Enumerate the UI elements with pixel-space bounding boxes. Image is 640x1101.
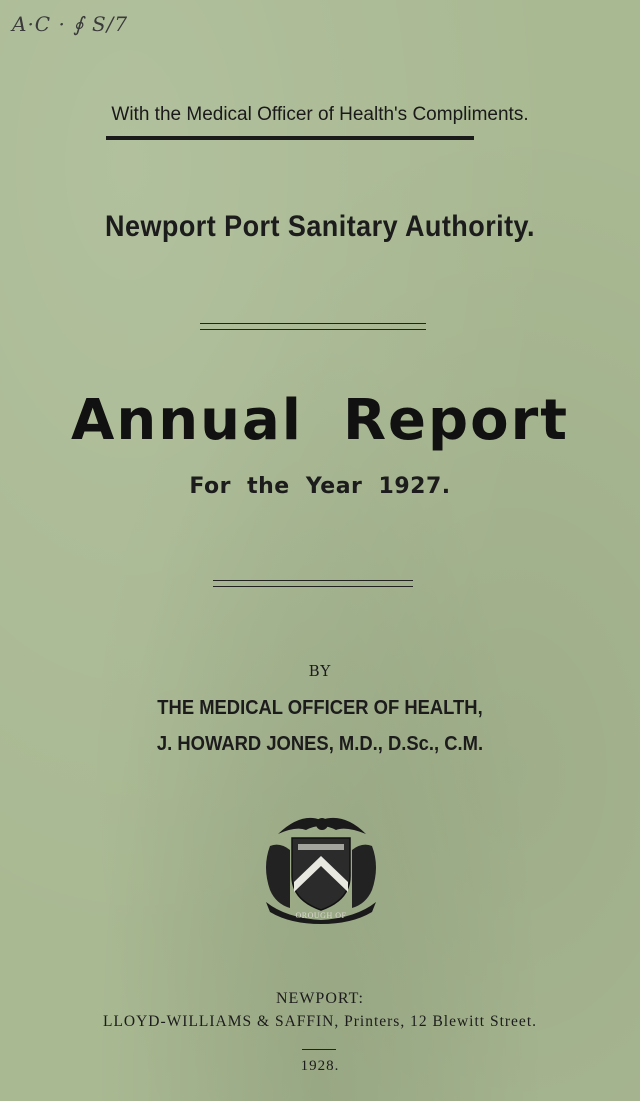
imprint-place: NEWPORT: (275, 990, 364, 1007)
report-year: For the Year 1927. (189, 474, 451, 499)
divider-top (200, 323, 426, 330)
crest-motto: OROUGH OF (295, 911, 347, 920)
compliments-line: With the Medical Officer of Health's Compliments. (111, 104, 529, 125)
borough-crest-icon (256, 812, 386, 924)
handwritten-note: A·C · ∮ S/7 (12, 12, 129, 36)
imprint-year: 1928. (300, 1058, 340, 1074)
report-title (0, 388, 640, 453)
compliments-underline (106, 136, 474, 140)
author-title: THE MEDICAL OFFICER OF HEALTH, (157, 697, 483, 719)
by-label: BY (308, 662, 332, 680)
title-word-report: Report (342, 388, 569, 453)
divider-bottom (213, 580, 413, 587)
imprint-rule (302, 1049, 336, 1050)
authority-heading: Newport Port Sanitary Authority. (105, 210, 535, 243)
imprint-printers: LLOYD-WILLIAMS & SAFFIN, Printers, 12 Blewitt Street. (102, 1013, 537, 1030)
author-name: J. HOWARD JONES, M.D., D.Sc., C.M. (156, 733, 484, 755)
title-word-annual: Annual (71, 388, 303, 453)
